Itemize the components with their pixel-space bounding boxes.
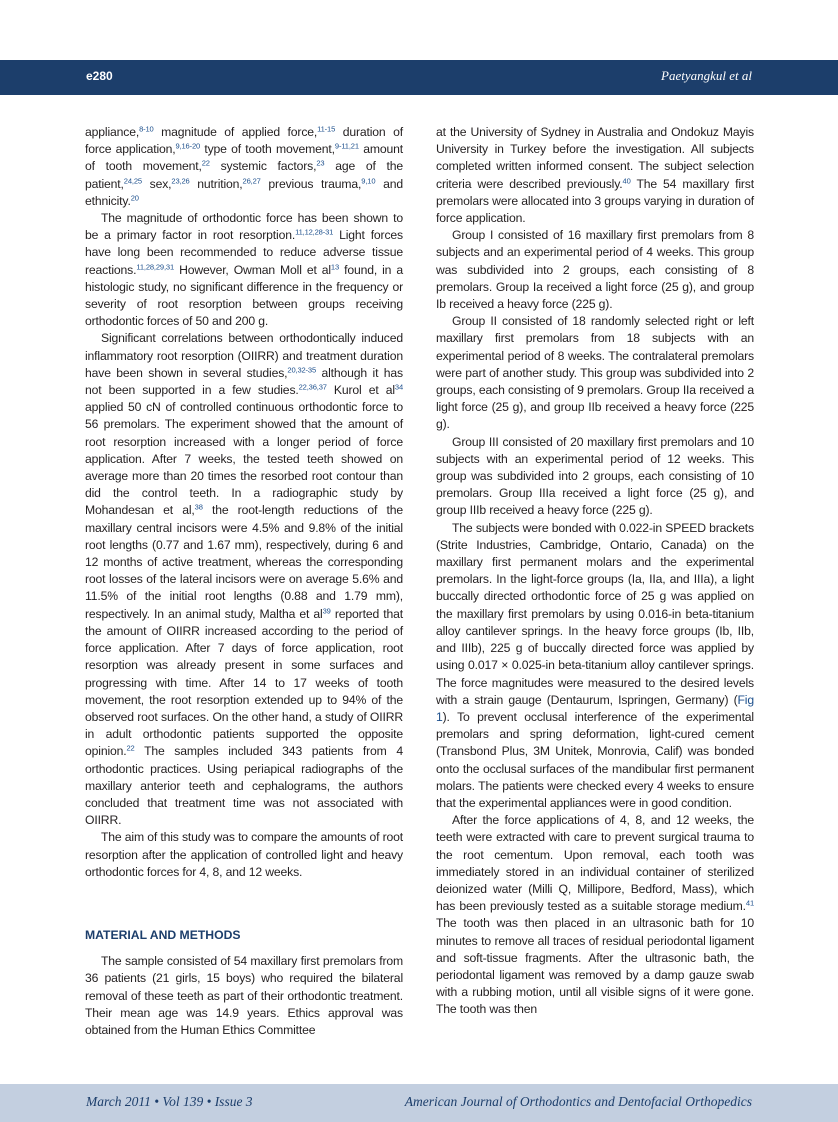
paragraph-group-one: Group I consisted of 16 maxillary first premolars from 8 subjects and an experimental period of 4 weeks. This group was subdivided into 2 groups, each consisting of 8 premolars. Group Ia received a light force (25 g), and group Ib received a heavy force (225 g). [436, 228, 754, 312]
footer-journal-name: American Journal of Orthodontics and Dentofacial Orthopedics [404, 1094, 752, 1109]
paragraph-influencing-factors: appliance,$^{8-10}$ magnitude of applied force,$^{11-15}$ duration of force application,$^{9,16-20}$ type of tooth movement,$^{9-11,21}$ amount of tooth movement,$^{22}$ systemic factors,$^{23}$ age of the patient,$^{24,25}$ sex,$^{23,26}$ nutrition,$^{26,27}$ previous trauma,$^{9,10}$ and ethnicity.$^{20}$ [85, 124, 404, 208]
running-head-authors: Paetyangkul et al [661, 68, 752, 83]
paragraph-ethics-allocation: at the University of Sydney in Australia and Ondokuz Mayis University in Turkey before the investigation. All subjects completed written informed consent. The subject selection criteria were described previously.$^{40}$ The 54 maxillary first premolars were allocated into 3 groups varying in duration of force application. [436, 125, 754, 226]
paragraph-group-three: Group III consisted of 20 maxillary first premolars and 10 subjects with an experimental period of 12 weeks. This group was subdivided into 2 groups, each consisting of 10 premolars. Group IIIa received a light force (25 g), and group IIIb received a heavy force (225 g). [436, 434, 754, 518]
footer-bar [0, 1084, 838, 1122]
paragraph-treatment-duration: Significant correlations between orthodontically induced inflammatory root resorption (OIIRR) and treatment duration have been shown in several studies,$^{20,32-35}$ although it has not been supported in a few studies.$^{22,36,37}$ Kurol et $al^{34}$ applied 50 cN of controlled continuous orthodontic force to 56 premolars. The experiment showed that the amount of root resorption increased with a longer period of force application. After 7 weeks, the tested teeth showed on average more than 20 times the resorbed root contour than did the control teeth. In a radiographic study by Mohandesan et al,$^{38}$ the root-length reductions of the maxillary central incisors were 4.5% and 9.8% of the initial root lengths (0.77 and 1.67 mm), respectively, during 6 and 12 months of active treatment, whereas the corresponding root losses of the lateral incisors were on average 5.6% and 11.5% of the initial root lengths (0.88 and 1.79 mm), respectively. In an animal study, Maltha et $al^{39}$ reported that the amount of OIIRR increased according to the period of force application. After 7 days of force application, root resorption was already present in some surfaces and progressing with time. After 14 to 17 weeks of tooth movement, the root resorption extended up to 94% of the observed root surfaces. On the other hand, a study of OIIRR in adult orthodontic patients supported the opposite opinion.$^{22}$ The samples included 343 patients from 4 orthodontic practices. Using periapical radiographs of the maxillary anterior teeth and cephalograms, the authors concluded that treatment time was not associated with OIIRR. [85, 331, 403, 828]
running-header-bar [0, 60, 838, 95]
paragraph-extraction-procedure: After the force applications of 4, 8, and 12 weeks, the teeth were extracted with care to prevent surgical trauma to the root cementum. Upon removal, each tooth was immediately stored in an individual container of sterilized deionized water (Milli Q, Millipore, Bedford, Mass), which has been previously tested as a suitable storage medium.$^{41}$ The tooth was then placed in an ultrasonic bath for 10 minutes to remove all traces of residual periodontal ligament and soft-tissue fragments. After the ultrasonic bath, the periodontal ligament was removed by a damp gauze swab with a rubbing motion, until all visible signs of it were gone. The tooth was then [436, 813, 754, 1017]
page-number: e280 [86, 69, 113, 83]
paragraph-group-two: Group II consisted of 18 randomly selected right or left maxillary first premolars from 18 subjects with an experimental period of 8 weeks. The contralateral premolars were part of another study. This group was subdivided into 2 groups, each consisting of 9 premolars. Group IIa received a light force (25 g), and group IIb received a heavy force (225 g). [436, 314, 754, 432]
left-column [85, 124, 403, 1039]
paragraph-force-magnitude: The magnitude of orthodontic force has been shown to be a primary factor in root resorption.$^{11,12,28-31}$ Light forces have long been recommended to reduce adverse tissue reactions.$^{11,28,29,31}$ However, Owman Moll et $al^{13}$ found, in a histologic study, no significant difference in the frequency or severity of root resorption between groups receiving orthodontic forces of 50 and 200 g. [85, 211, 403, 329]
right-column [436, 124, 754, 1019]
figure-1-link[interactable]: Fig 1 [436, 692, 754, 724]
paragraph-study-aim: The aim of this study was to compare the amounts of root resorption after the application of controlled light and heavy orthodontic forces for 4, 8, and 12 weeks. [85, 830, 403, 879]
footer-issue-info: March 2011 • Vol 139 • Issue 3 [86, 1094, 253, 1109]
section-heading-material-methods: MATERIAL AND METHODS [85, 927, 241, 942]
paragraph-sample: The sample consisted of 54 maxillary first premolars from 36 patients (21 girls, 15 boys) who required the bilateral removal of these teeth as part of their orthodontic treatment. Their mean age was 14.9 years. Ethics approval was obtained from the Human Ethics Committee [85, 954, 403, 1037]
paragraph-appliance-setup: The subjects were bonded with 0.022-in SPEED brackets (Strite Industries, Cambridge, Ontario, Canada) on the maxillary first permanent molars and the experimental premolars. In the light-force groups (Ia, IIa, and IIIa), a light buccally directed orthodontic force of 25 g was applied on the maxillary first premolars by using 0.016-in beta-titanium alloy cantilever springs. In the heavy force groups (Ib, IIb, and IIIb), 225 g of buccally directed force was applied by using 0.017 × 0.025-in beta-titanium alloy cantilever springs. The force magnitudes were measured to the desired levels with a strain gauge (Dentaurum, Ispringen, Germany) (Fig 1). To prevent occlusal interference of the experimental premolars and spring deformation, light-cured cement (Transbond Plus, 3M Unitek, Monrovia, Calif) was bonded onto the occlusal surfaces of the mandibular first permanent molars. The patients were checked every 4 weeks to ensure that the experimental appliances were in good condition. [436, 520, 754, 810]
